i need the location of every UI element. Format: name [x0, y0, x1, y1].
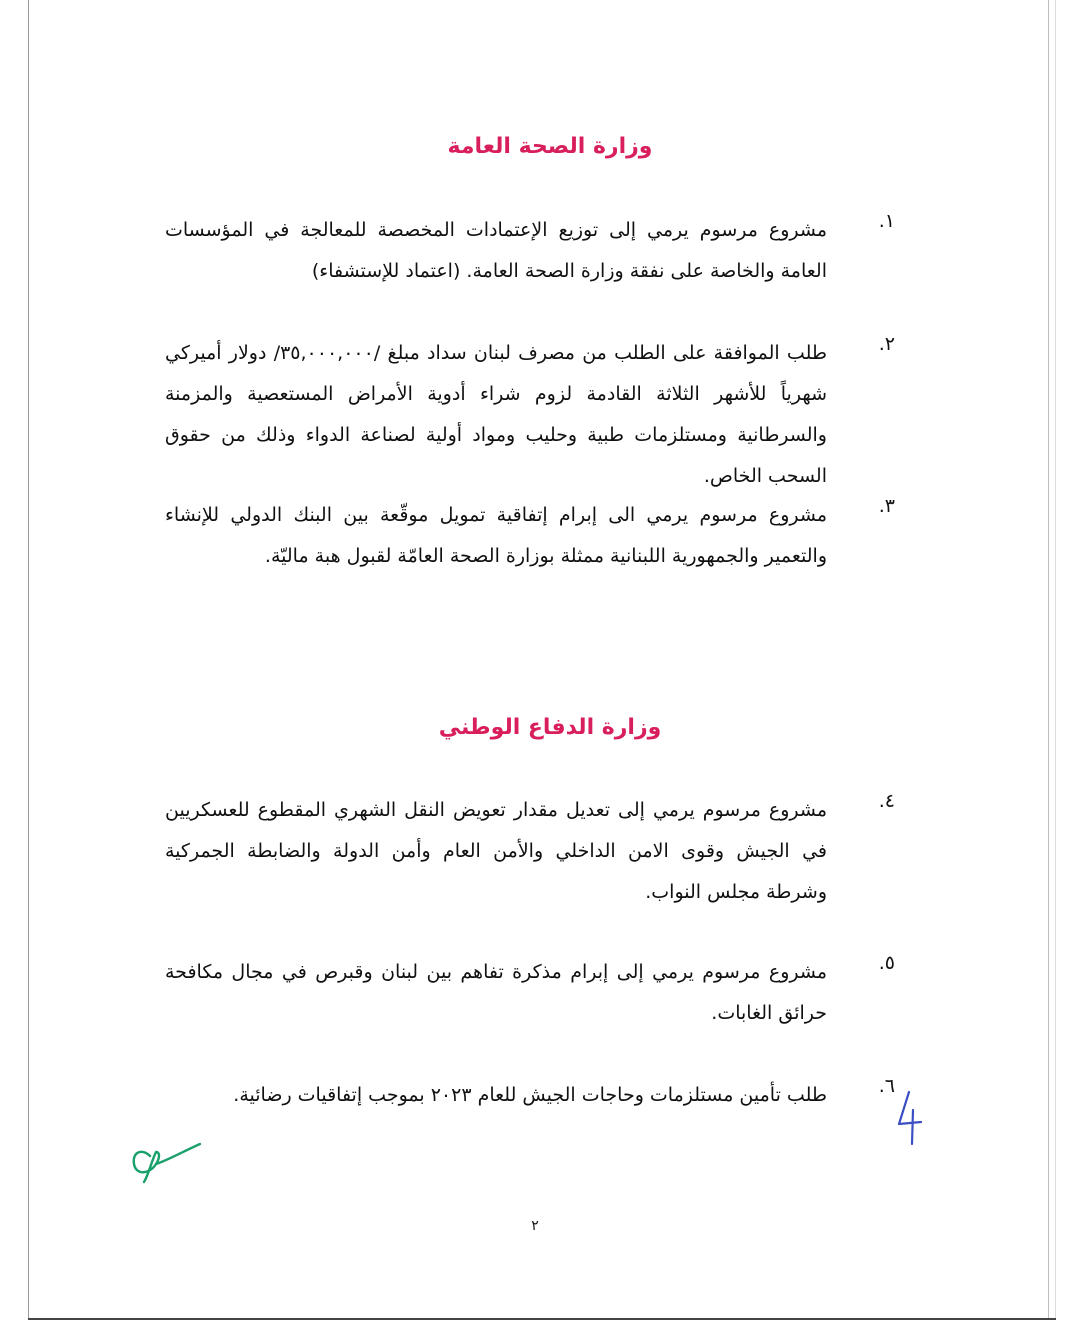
page-border-right	[1048, 0, 1049, 1320]
page-border-bottom	[28, 1318, 1056, 1320]
item-text: طلب تأمين مستلزمات وحاجات الجيش للعام ٢٠٢٣ بموجب إتفاقيات رضائية.	[233, 1084, 827, 1106]
signature-mark	[120, 1130, 210, 1190]
item-number: ٣.	[878, 495, 895, 517]
item-number: ٥.	[878, 952, 895, 974]
item-number: ٤.	[878, 790, 895, 812]
item-number: ٦.	[878, 1075, 895, 1097]
page-border-left	[28, 0, 29, 1320]
list-item	[165, 952, 895, 1042]
section-title-public-health: وزارة الصحة العامة	[447, 134, 653, 159]
page-border-right-outer	[1055, 0, 1056, 1320]
item-text: مشروع مرسوم يرمي إلى تعديل مقدار تعويض النقل الشهري المقطوع للعسكريين في الجيش وقوى الامن الداخلي والأمن العام وأمن الدولة والضابطة الجمركية وشرطة مجلس النواب.	[165, 799, 827, 903]
list-item	[165, 790, 895, 920]
list-item	[165, 1075, 895, 1120]
list-item	[165, 495, 895, 585]
handwritten-number	[895, 1088, 925, 1148]
item-text: مشروع مرسوم يرمي الى إبرام إتفاقية تمويل موقّعة بين البنك الدولي للإنشاء والتعمير والجمهورية اللبنانية ممثلة بوزارة الصحة العامّة لقبول هبة ماليّة.	[165, 504, 827, 567]
item-number: ٢.	[878, 333, 895, 355]
item-number: ١.	[878, 210, 895, 232]
page-number: ٢	[531, 1218, 539, 1234]
item-text: طلب الموافقة على الطلب من مصرف لبنان سداد مبلغ /٣٥,٠٠٠,٠٠٠/ دولار أميركي شهرياً للأشهر الثلاثة القادمة لزوم شراء أدوية الأمراض المستعصية والمزمنة والسرطانية ومستلزمات طبية وحليب ومواد أولية لصناعة الدواء وذلك من حقوق السحب الخاص.	[165, 342, 827, 487]
item-text: مشروع مرسوم يرمي إلى توزيع الإعتمادات المخصصة للمعالجة في المؤسسات العامة والخاصة على نفقة وزارة الصحة العامة. (اعتماد للإستشفاء)	[165, 219, 827, 282]
item-text: مشروع مرسوم يرمي إلى إبرام مذكرة تفاهم بين لبنان وقبرص في مجال مكافحة حرائق الغابات.	[165, 961, 827, 1024]
list-item	[165, 210, 895, 300]
section-title-national-defense: وزارة الدفاع الوطني	[438, 715, 662, 740]
list-item	[165, 333, 895, 487]
